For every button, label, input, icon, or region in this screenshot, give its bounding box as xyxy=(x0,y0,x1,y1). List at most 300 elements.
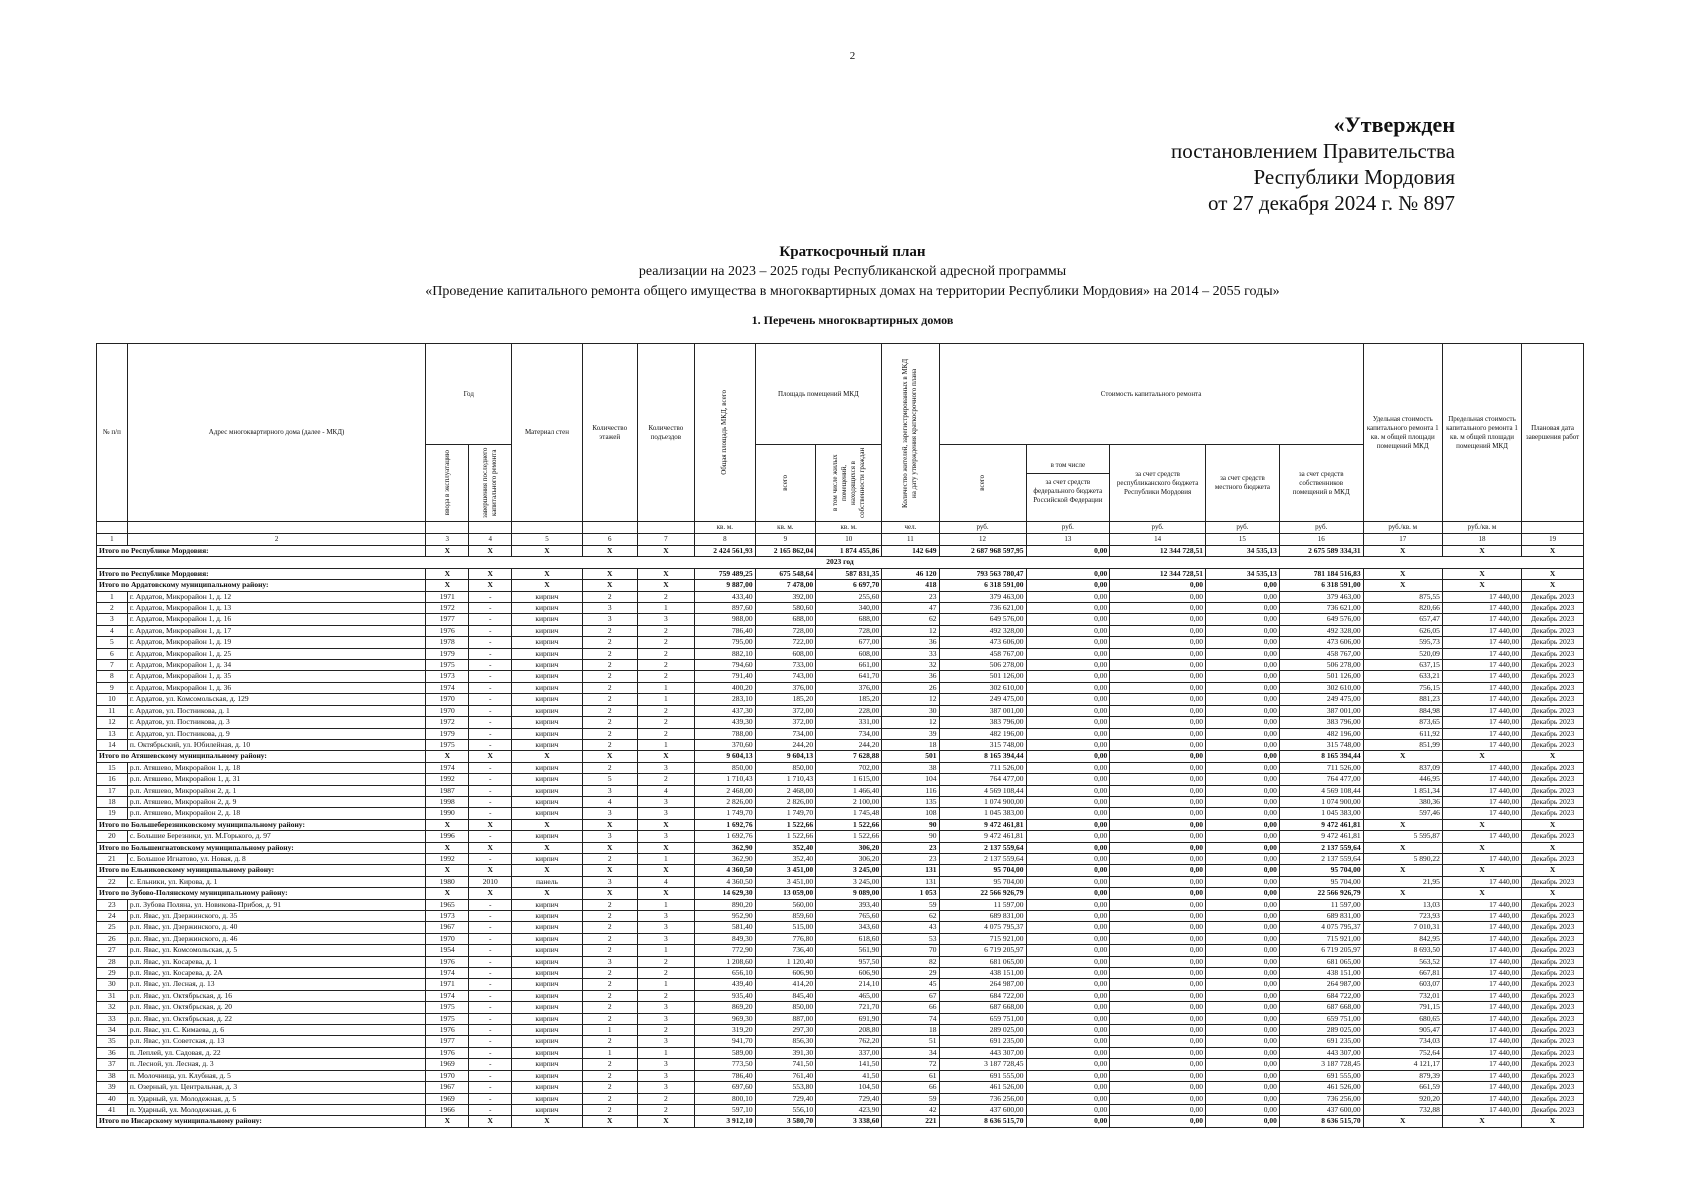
approval-stamp xyxy=(1171,112,1455,216)
row-number: 4 xyxy=(97,625,128,636)
row-cell: 2 xyxy=(582,762,637,773)
row-cell: 0,00 xyxy=(1110,739,1206,750)
total-cell: 34 535,13 xyxy=(1206,546,1280,557)
row-cell: 11 597,00 xyxy=(939,899,1026,910)
row-cell: 1 692,76 xyxy=(695,831,756,842)
table-row xyxy=(97,694,1584,705)
row-cell: Декабрь 2023 xyxy=(1522,911,1584,922)
row-address: р.п. Явас, ул. Дзержинского, д. 40 xyxy=(127,922,425,933)
row-cell: 2 xyxy=(582,671,637,682)
row-number: 36 xyxy=(97,1047,128,1058)
row-cell: 17 440,00 xyxy=(1442,648,1521,659)
row-number: 14 xyxy=(97,739,128,750)
row-number: 38 xyxy=(97,1070,128,1081)
row-cell: 732,88 xyxy=(1363,1104,1442,1115)
row-cell: 723,93 xyxy=(1363,911,1442,922)
row-cell: 734,00 xyxy=(816,728,882,739)
header-premises-total: всего xyxy=(780,475,789,491)
row-number: 41 xyxy=(97,1104,128,1115)
row-cell: 1967 xyxy=(426,922,469,933)
header-plan-date: Плановая дата завершения работ xyxy=(1522,344,1584,522)
row-cell: 6 719 205,97 xyxy=(939,945,1026,956)
row-cell: 0,00 xyxy=(1026,614,1110,625)
row-cell: 501 126,00 xyxy=(939,671,1026,682)
row-cell: 70 xyxy=(882,945,939,956)
row-cell: 0,00 xyxy=(1110,933,1206,944)
row-cell: 4 075 795,37 xyxy=(939,922,1026,933)
row-cell: 13,03 xyxy=(1363,899,1442,910)
row-cell: 788,00 xyxy=(695,728,756,739)
row-cell: 3 xyxy=(637,831,694,842)
row-cell: 1977 xyxy=(426,614,469,625)
total-row xyxy=(97,546,1584,557)
row-cell: 1976 xyxy=(426,625,469,636)
row-cell: 0,00 xyxy=(1026,705,1110,716)
row-cell: 264 987,00 xyxy=(1279,979,1363,990)
header-including: в том числе xyxy=(1027,461,1110,474)
row-cell: 249 475,00 xyxy=(939,694,1026,705)
row-cell: 12 xyxy=(882,625,939,636)
header-total-area-cell xyxy=(695,344,756,522)
row-cell: 4 xyxy=(637,876,694,887)
row-cell: 764 477,00 xyxy=(1279,774,1363,785)
row-cell: 17 440,00 xyxy=(1442,979,1521,990)
row-cell: 0,00 xyxy=(1110,682,1206,693)
row-cell: - xyxy=(469,717,512,728)
total-cell: 22 566 926,79 xyxy=(1279,888,1363,899)
row-cell: 2 xyxy=(582,1002,637,1013)
row-address: г. Ардатов, ул. Комсомольская, д. 129 xyxy=(127,694,425,705)
total-cell: 793 563 780,47 xyxy=(939,568,1026,579)
total-cell: X xyxy=(1522,1116,1584,1127)
row-cell: 17 440,00 xyxy=(1442,933,1521,944)
total-cell: 0,00 xyxy=(1206,888,1280,899)
row-number: 7 xyxy=(97,660,128,671)
row-cell: 0,00 xyxy=(1206,968,1280,979)
row-cell: 343,60 xyxy=(816,922,882,933)
row-cell: 684 722,00 xyxy=(1279,990,1363,1001)
table-row xyxy=(97,660,1584,671)
row-cell: Декабрь 2023 xyxy=(1522,876,1584,887)
row-cell: 2 xyxy=(582,933,637,944)
row-cell: 0,00 xyxy=(1206,796,1280,807)
total-cell: 7 628,88 xyxy=(816,751,882,762)
table-row xyxy=(97,1002,1584,1013)
row-cell: 302 610,00 xyxy=(1279,682,1363,693)
row-cell: 2010 xyxy=(469,876,512,887)
total-label: Итого по Ардатовскому муниципальному району: xyxy=(97,580,426,591)
row-cell: 362,90 xyxy=(695,853,756,864)
row-cell: 952,90 xyxy=(695,911,756,922)
row-number: 22 xyxy=(97,876,128,887)
row-cell: 736 621,00 xyxy=(939,603,1026,614)
row-cell: 0,00 xyxy=(1026,1013,1110,1024)
total-cell: 0,00 xyxy=(1206,865,1280,876)
unit-cell: кв. м. xyxy=(755,522,816,534)
total-cell: X xyxy=(1522,865,1584,876)
header-premises-area-group: Площадь помещений МКД xyxy=(755,344,882,445)
row-cell: 661,59 xyxy=(1363,1082,1442,1093)
row-cell: Декабрь 2023 xyxy=(1522,694,1584,705)
row-address: п. Октябрьский, ул. Юбилейная, д. 10 xyxy=(127,739,425,750)
row-cell: 0,00 xyxy=(1206,682,1280,693)
row-address: р.п. Явас, ул. Советская, д. 13 xyxy=(127,1036,425,1047)
row-address: с. Ельники, ул. Кирова, д. 1 xyxy=(127,876,425,887)
row-cell: 734,03 xyxy=(1363,1036,1442,1047)
row-cell: 0,00 xyxy=(1110,591,1206,602)
row-cell: 185,20 xyxy=(816,694,882,705)
row-cell: 0,00 xyxy=(1026,785,1110,796)
row-cell: Декабрь 2023 xyxy=(1522,682,1584,693)
total-cell: X xyxy=(1442,580,1521,591)
row-cell: - xyxy=(469,1059,512,1070)
row-cell: 387 001,00 xyxy=(939,705,1026,716)
row-cell: - xyxy=(469,831,512,842)
row-cell: 0,00 xyxy=(1026,762,1110,773)
row-cell: - xyxy=(469,1025,512,1036)
row-cell: кирпич xyxy=(512,774,582,785)
row-cell: 0,00 xyxy=(1110,990,1206,1001)
row-cell: 17 440,00 xyxy=(1442,922,1521,933)
total-cell: 90 xyxy=(882,819,939,830)
row-cell: 0,00 xyxy=(1110,1013,1206,1024)
row-cell: - xyxy=(469,945,512,956)
row-cell: кирпич xyxy=(512,660,582,671)
row-cell: 0,00 xyxy=(1026,739,1110,750)
row-cell: 2 xyxy=(582,625,637,636)
row-cell: 18 xyxy=(882,739,939,750)
row-cell: 941,70 xyxy=(695,1036,756,1047)
row-cell: Декабрь 2023 xyxy=(1522,808,1584,819)
row-cell: 791,40 xyxy=(695,671,756,682)
total-cell: X xyxy=(469,819,512,830)
row-cell: кирпич xyxy=(512,808,582,819)
row-cell: - xyxy=(469,648,512,659)
total-cell: X xyxy=(637,888,694,899)
row-address: р.п. Явас, ул. С. Кимаева, д. 6 xyxy=(127,1025,425,1036)
row-cell: - xyxy=(469,625,512,636)
row-cell: кирпич xyxy=(512,614,582,625)
approval-line: от 27 декабря 2024 г. № 897 xyxy=(1208,191,1455,215)
row-cell: 1974 xyxy=(426,682,469,693)
row-cell: - xyxy=(469,853,512,864)
row-number: 9 xyxy=(97,682,128,693)
row-cell: 1967 xyxy=(426,1082,469,1093)
row-cell: 715 921,00 xyxy=(1279,933,1363,944)
row-address: г. Ардатов, ул. Постникова, д. 3 xyxy=(127,717,425,728)
row-cell: 515,00 xyxy=(755,922,816,933)
row-cell: Декабрь 2023 xyxy=(1522,1082,1584,1093)
row-cell: 633,21 xyxy=(1363,671,1442,682)
row-cell: 465,00 xyxy=(816,990,882,1001)
row-cell: 890,20 xyxy=(695,899,756,910)
row-cell: 3 xyxy=(637,911,694,922)
row-cell: 391,30 xyxy=(755,1047,816,1058)
row-cell: 1 120,40 xyxy=(755,956,816,967)
row-cell: 845,40 xyxy=(755,990,816,1001)
row-cell: 1970 xyxy=(426,705,469,716)
row-cell: 17 440,00 xyxy=(1442,1047,1521,1058)
row-cell: 30 xyxy=(882,705,939,716)
row-cell: 17 440,00 xyxy=(1442,739,1521,750)
row-cell: 736 256,00 xyxy=(939,1093,1026,1104)
total-cell: X xyxy=(469,842,512,853)
row-cell: 7 010,31 xyxy=(1363,922,1442,933)
row-cell: кирпич xyxy=(512,1093,582,1104)
row-address: р.п. Явас, ул. Октябрьская, д. 20 xyxy=(127,1002,425,1013)
row-cell: 659 751,00 xyxy=(939,1013,1026,1024)
total-cell: 6 697,70 xyxy=(816,580,882,591)
row-cell: 0,00 xyxy=(1110,694,1206,705)
row-cell: кирпич xyxy=(512,831,582,842)
row-cell: 656,10 xyxy=(695,968,756,979)
row-cell: Декабрь 2023 xyxy=(1522,603,1584,614)
total-label: Итого по Ельниковскому муниципальному району: xyxy=(97,865,426,876)
header-cost-local: за счет средств местного бюджета xyxy=(1206,445,1280,522)
row-cell: 869,20 xyxy=(695,1002,756,1013)
row-cell: 0,00 xyxy=(1110,853,1206,864)
row-cell: 12 xyxy=(882,694,939,705)
row-cell: 772,90 xyxy=(695,945,756,956)
table-row xyxy=(97,1104,1584,1115)
row-cell: 4 360,50 xyxy=(695,876,756,887)
row-cell: - xyxy=(469,1104,512,1115)
row-cell: 606,90 xyxy=(755,968,816,979)
row-cell: кирпич xyxy=(512,1047,582,1058)
row-cell: кирпич xyxy=(512,694,582,705)
row-cell: 0,00 xyxy=(1206,774,1280,785)
row-cell: - xyxy=(469,990,512,1001)
row-cell: 0,00 xyxy=(1206,694,1280,705)
total-cell: X xyxy=(469,865,512,876)
row-address: г. Ардатов, ул. Постникова, д. 1 xyxy=(127,705,425,716)
total-cell: X xyxy=(1442,1116,1521,1127)
row-cell: 0,00 xyxy=(1206,1002,1280,1013)
row-cell: 0,00 xyxy=(1110,728,1206,739)
header-unit-cost: Удельная стоимость капитального ремонта 1 кв. м общей площади помещений МКД xyxy=(1363,344,1442,522)
row-cell: кирпич xyxy=(512,682,582,693)
column-number: 9 xyxy=(755,534,816,546)
unit-cell: руб. xyxy=(1206,522,1280,534)
row-cell: 736 621,00 xyxy=(1279,603,1363,614)
row-number: 33 xyxy=(97,1013,128,1024)
row-cell: 1 749,70 xyxy=(755,808,816,819)
total-label: Итого по Большеигнатовскому муниципальному району: xyxy=(97,842,426,853)
plan-subtitle: «Проведение капитального ремонта общего имущества в многоквартирных домах на территории Республики Мордовия» на 2014 – 2055 годы» xyxy=(425,284,1280,299)
row-address: г. Ардатов, Микрорайон 1, д. 13 xyxy=(127,603,425,614)
row-cell: 561,90 xyxy=(816,945,882,956)
row-cell: 520,09 xyxy=(1363,648,1442,659)
row-cell: 2 137 559,64 xyxy=(939,853,1026,864)
unit-cell: руб. xyxy=(1279,522,1363,534)
row-cell: 1965 xyxy=(426,899,469,910)
row-cell: 1987 xyxy=(426,785,469,796)
total-cell: 8 165 394,44 xyxy=(1279,751,1363,762)
row-cell: 1977 xyxy=(426,1036,469,1047)
column-number: 6 xyxy=(582,534,637,546)
row-address: г. Ардатов, Микрорайон 1, д. 12 xyxy=(127,591,425,602)
row-cell: 786,40 xyxy=(695,1070,756,1081)
table-row xyxy=(97,717,1584,728)
row-cell: 2 xyxy=(582,717,637,728)
header-year-commission: ввода в эксплуатацию xyxy=(442,450,451,516)
row-cell: 649 576,00 xyxy=(1279,614,1363,625)
row-cell: 2 xyxy=(582,739,637,750)
row-cell: 0,00 xyxy=(1206,728,1280,739)
row-cell: 2 xyxy=(582,1093,637,1104)
row-cell: кирпич xyxy=(512,945,582,956)
row-cell: - xyxy=(469,796,512,807)
row-cell: 2 xyxy=(637,990,694,1001)
row-cell: 458 767,00 xyxy=(939,648,1026,659)
row-cell: кирпич xyxy=(512,728,582,739)
row-number: 39 xyxy=(97,1082,128,1093)
row-cell: 0,00 xyxy=(1026,1002,1110,1013)
row-cell: 0,00 xyxy=(1026,717,1110,728)
unit-cell-empty xyxy=(582,522,637,534)
row-cell: 3 xyxy=(637,1013,694,1024)
unit-cell: руб./кв. м xyxy=(1442,522,1521,534)
header-total-area: Общая площадь МКД, всего xyxy=(720,390,729,475)
total-cell: X xyxy=(1363,842,1442,853)
total-cell: X xyxy=(1363,1116,1442,1127)
row-cell: 560,00 xyxy=(755,899,816,910)
row-cell: 17 440,00 xyxy=(1442,956,1521,967)
column-number: 14 xyxy=(1110,534,1206,546)
row-cell: 42 xyxy=(882,1104,939,1115)
row-cell: 1974 xyxy=(426,990,469,1001)
row-cell: 32 xyxy=(882,660,939,671)
row-cell: 255,60 xyxy=(816,591,882,602)
row-cell: кирпич xyxy=(512,899,582,910)
row-cell: 850,00 xyxy=(755,1002,816,1013)
row-cell: 380,36 xyxy=(1363,796,1442,807)
row-cell: 2 xyxy=(582,728,637,739)
row-address: р.п. Явас, ул. Косарева, д. 1 xyxy=(127,956,425,967)
row-address: р.п. Явас, ул. Дзержинского, д. 46 xyxy=(127,933,425,944)
row-cell: 458 767,00 xyxy=(1279,648,1363,659)
row-cell: 691 235,00 xyxy=(1279,1036,1363,1047)
row-cell: Декабрь 2023 xyxy=(1522,945,1584,956)
total-cell: 0,00 xyxy=(1026,568,1110,579)
row-cell: 185,20 xyxy=(755,694,816,705)
row-address: г. Ардатов, Микрорайон 1, д. 36 xyxy=(127,682,425,693)
row-cell: 17 440,00 xyxy=(1442,945,1521,956)
row-cell: 957,50 xyxy=(816,956,882,967)
row-cell: 2 xyxy=(582,637,637,648)
total-cell: 0,00 xyxy=(1206,1116,1280,1127)
row-cell: 17 440,00 xyxy=(1442,625,1521,636)
row-cell: 2 xyxy=(637,648,694,659)
row-cell: 0,00 xyxy=(1206,1036,1280,1047)
row-cell: - xyxy=(469,1036,512,1047)
table-row xyxy=(97,968,1584,979)
row-cell: 0,00 xyxy=(1026,979,1110,990)
table-row xyxy=(97,1082,1584,1093)
total-cell: 8 636 515,70 xyxy=(1279,1116,1363,1127)
total-cell: 6 318 591,00 xyxy=(939,580,1026,591)
row-cell: 649 576,00 xyxy=(939,614,1026,625)
row-cell: 17 440,00 xyxy=(1442,1025,1521,1036)
row-cell: 0,00 xyxy=(1206,922,1280,933)
total-cell: 7 478,00 xyxy=(755,580,816,591)
row-number: 29 xyxy=(97,968,128,979)
total-label: Итого по Атяшевскому муниципальному району: xyxy=(97,751,426,762)
total-cell: 0,00 xyxy=(1026,819,1110,830)
row-cell: 697,60 xyxy=(695,1082,756,1093)
total-cell: 6 318 591,00 xyxy=(1279,580,1363,591)
total-cell: 0,00 xyxy=(1026,546,1110,557)
total-cell: 9 472 461,81 xyxy=(1279,819,1363,830)
row-cell: 0,00 xyxy=(1206,785,1280,796)
row-cell: 45 xyxy=(882,979,939,990)
table-row xyxy=(97,671,1584,682)
row-cell: 21,95 xyxy=(1363,876,1442,887)
row-cell: 0,00 xyxy=(1110,808,1206,819)
table-row xyxy=(97,911,1584,922)
row-cell: 1 xyxy=(637,603,694,614)
row-number: 21 xyxy=(97,853,128,864)
row-cell: 443 307,00 xyxy=(1279,1047,1363,1058)
row-cell: 0,00 xyxy=(1026,990,1110,1001)
row-cell: 1 749,70 xyxy=(695,808,756,819)
total-cell: 2 424 561,93 xyxy=(695,546,756,557)
row-cell: 214,10 xyxy=(816,979,882,990)
row-cell: 501 126,00 xyxy=(1279,671,1363,682)
row-cell: 62 xyxy=(882,614,939,625)
row-cell: 492 328,00 xyxy=(939,625,1026,636)
table-row xyxy=(97,591,1584,602)
row-cell: 2 xyxy=(582,853,637,864)
row-cell: 0,00 xyxy=(1026,671,1110,682)
total-cell: 2 687 968 597,95 xyxy=(939,546,1026,557)
total-cell: X xyxy=(1522,888,1584,899)
total-cell: X xyxy=(1363,546,1442,557)
year-row xyxy=(97,557,1584,568)
row-address: р.п. Зубова Поляна, ул. Новикова-Прибоя, д. 91 xyxy=(127,899,425,910)
row-cell: 26 xyxy=(882,682,939,693)
row-cell: 728,00 xyxy=(755,625,816,636)
row-address: р.п. Атяшево, Микрорайон 1, д. 31 xyxy=(127,774,425,785)
row-cell: 0,00 xyxy=(1026,911,1110,922)
total-cell: 95 704,00 xyxy=(1279,865,1363,876)
table-body xyxy=(97,546,1584,1128)
row-cell: 1 466,40 xyxy=(816,785,882,796)
row-cell: 1 074 900,00 xyxy=(939,796,1026,807)
total-cell: 9 604,13 xyxy=(755,751,816,762)
row-cell: кирпич xyxy=(512,1070,582,1081)
row-cell: 3 xyxy=(582,785,637,796)
row-cell: 0,00 xyxy=(1110,774,1206,785)
row-cell: кирпич xyxy=(512,956,582,967)
unit-cell: руб. xyxy=(1110,522,1206,534)
row-cell: 370,60 xyxy=(695,739,756,750)
total-cell: 2 165 862,04 xyxy=(755,546,816,557)
row-cell: 0,00 xyxy=(1206,1013,1280,1024)
row-cell: 0,00 xyxy=(1026,1082,1110,1093)
row-cell: - xyxy=(469,899,512,910)
column-number: 19 xyxy=(1522,534,1584,546)
unit-cell-empty xyxy=(637,522,694,534)
row-cell: 2 xyxy=(637,1104,694,1115)
row-cell: 1996 xyxy=(426,831,469,842)
row-address: р.п. Явас, ул. Октябрьская, д. 16 xyxy=(127,990,425,1001)
table-row xyxy=(97,899,1584,910)
row-cell: 1992 xyxy=(426,853,469,864)
row-cell: 3 xyxy=(637,762,694,773)
total-cell: X xyxy=(426,568,469,579)
row-cell: 597,46 xyxy=(1363,808,1442,819)
